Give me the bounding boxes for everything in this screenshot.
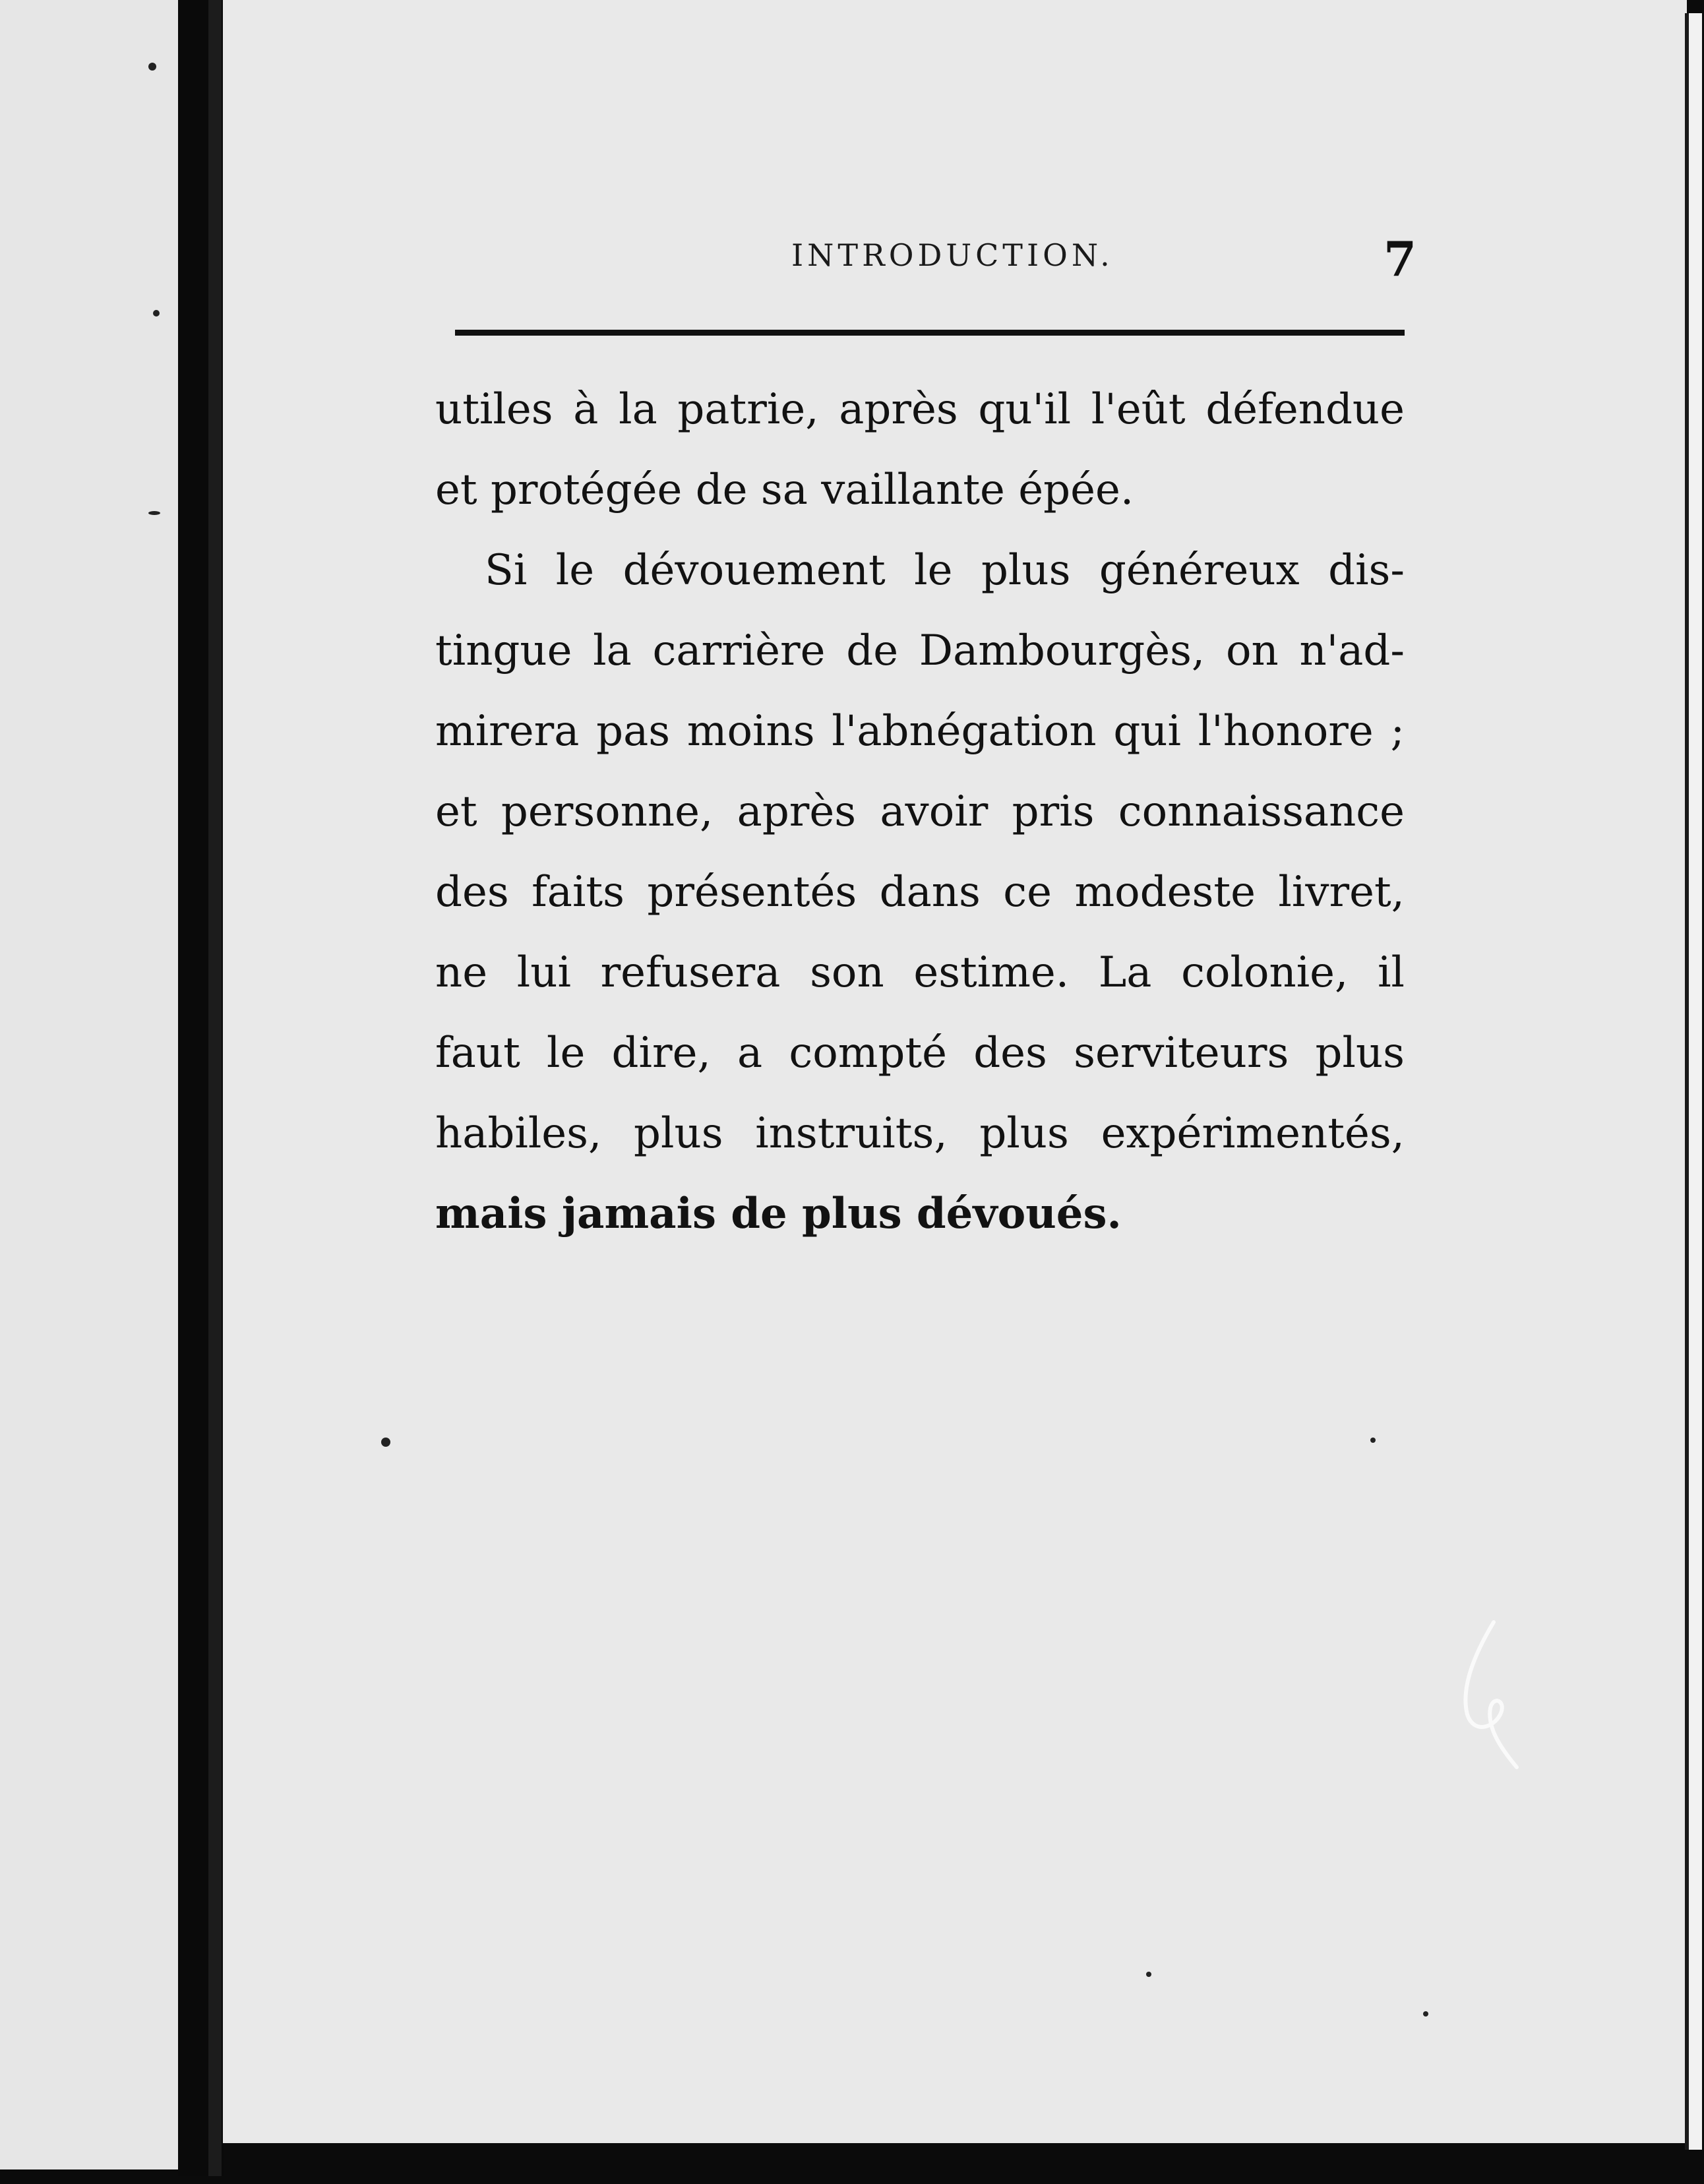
running-head: INTRODUCTION. [791, 237, 1114, 273]
text-line: habiles, plus instruits, plus expérimentés, [435, 1109, 1405, 1158]
text-line: et protégée de sa vaillante épée. [435, 466, 1134, 514]
ink-speck [1423, 2011, 1428, 2017]
body-text [435, 369, 1405, 1254]
text-line: faut le dire, a compté des serviteurs plus [435, 1029, 1405, 1077]
text-line: mirera pas moins l'abnégation qui l'honore ; [435, 707, 1405, 756]
ink-speck [1370, 1438, 1376, 1443]
text-line: ne lui refusera son estime. La colonie, il [435, 948, 1405, 997]
ink-speck [153, 310, 160, 317]
ink-speck [148, 63, 156, 71]
text-line: des faits présentés dans ce modeste livret, [435, 868, 1405, 917]
adjoining-left-page [0, 0, 198, 2169]
ink-speck [381, 1438, 390, 1447]
header-rule [455, 330, 1405, 336]
text-line: et personne, après avoir pris connaissance [435, 787, 1405, 836]
text-line: mais jamais de plus dévoués. [435, 1189, 1122, 1238]
page-number: 7 [1384, 231, 1417, 287]
text-line: utiles à la patrie, après qu'il l'eût défendue [435, 385, 1405, 434]
ink-speck [148, 511, 160, 515]
ink-speck [1146, 1972, 1151, 1977]
text-line: Si le dévouement le plus généreux dis- [485, 546, 1405, 595]
text-line: tingue la carrière de Dambourgès, on n'ad- [435, 626, 1405, 675]
book-spine-edge [208, 0, 222, 2176]
pencil-mark-icon [1454, 1616, 1527, 1774]
page-right-edge [1685, 13, 1702, 2150]
